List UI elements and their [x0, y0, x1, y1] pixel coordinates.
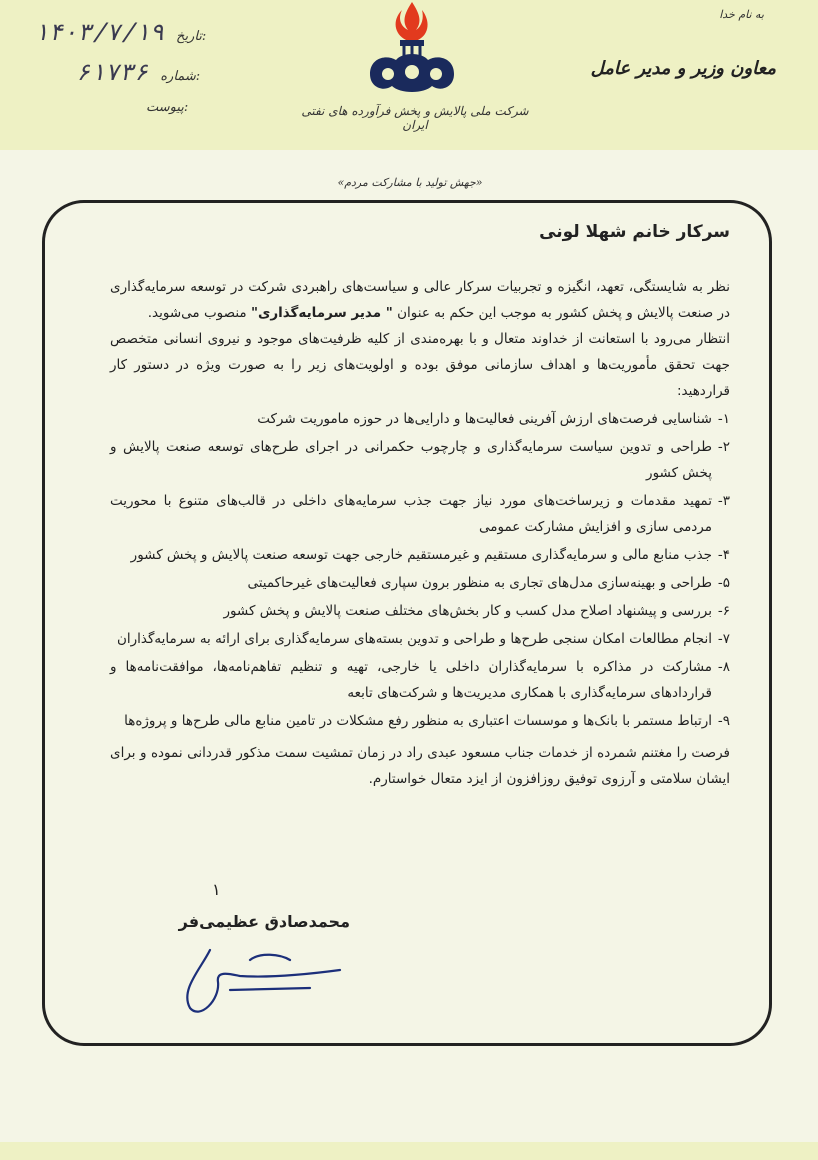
intro-part1: نظر به شایستگی، تعهد، انگیزه و تجربیات سرکار عالی و سیاست‌های راهبردی شرکت در توسعه سرمایه‌گذاری در صنعت پالایش و پخش کشور به موجب این حکم به عنوان [110, 279, 730, 321]
list-item: ۱- شناسایی فرصت‌های ارزش آفرینی فعالیت‌ها و دارایی‌ها در حوزه ماموریت شرکت [257, 411, 730, 427]
date-label: تاریخ: [176, 29, 207, 44]
list-item: ۸- مشارکت در مذاکره با سرمایه‌گذاران داخلی یا خارجی، تهیه و تنظیم تفاهم‌نامه‌ها، موافقت‌نامه‌ها و قراردادهای سرمایه‌گذاری با همکاری مدیریت‌ها و شرکت‌های تابعه [110, 659, 730, 701]
nioc-flame-logo-icon [352, 0, 472, 96]
slogan: «جهش تولید با مشارکت مردم» [337, 176, 483, 189]
number-value: ۶۱۷۳۶ [75, 58, 154, 86]
recipient: سرکار خانم شهلا لونی [539, 222, 730, 242]
date-row [33, 18, 207, 46]
position-title: معاون وزیر و مدیر عامل [590, 58, 776, 79]
footer-band [0, 1142, 818, 1160]
intro-part2: منصوب می‌شوید. [147, 305, 247, 321]
appointed-title: " مدیر سرمایه‌گذاری" [250, 305, 393, 321]
closing-paragraph: فرصت را مغتنم شمرده از خدمات جناب مسعود عبدی راد در زمان تمشیت سمت مذکور قدردانی نموده و برای ایشان سلامتی و آرزوی توفیق روزافزون از ایزد متعال خواستارم. [110, 745, 730, 787]
list-item: ۴- جذب منابع مالی و سرمایه‌گذاری مستقیم و غیرمستقیم خارجی جهت توسعه صنعت پالایش و پخش کشور [130, 547, 730, 563]
list-item: ۳- تمهید مقدمات و زیرساخت‌های مورد نیاز جهت جذب سرمایه‌های داخلی در قالب‌های متنوع با محوریت مردمی سازی و افزایش مشارکت عمومی [110, 493, 730, 535]
attachment-row [146, 100, 188, 115]
list-item: ۹- ارتباط مستمر با بانک‌ها و موسسات اعتباری به منظور رفع مشکلات در تامین منابع مالی طرح‌ها و پروژه‌ها [124, 713, 730, 729]
list-item: ۶- بررسی و پیشنهاد اصلاح مدل کسب و کار بخش‌های مختلف صنعت پالایش و پخش کشور [223, 603, 730, 619]
date-value: ۱۴۰۳/۷/۱۹ [33, 18, 170, 46]
priorities-list [110, 406, 730, 734]
company-name: شرکت ملی پالایش و پخش فرآورده های نفتی ایران [301, 104, 529, 132]
handwritten-mark: ۱ [212, 880, 221, 899]
letterhead [0, 0, 818, 150]
letter-body [110, 222, 730, 806]
basmala: به نام خدا [719, 8, 764, 21]
number-row [75, 58, 201, 86]
number-label: شماره: [160, 69, 201, 84]
signature-icon [170, 930, 360, 1020]
list-item: ۷- انجام مطالعات امکان سنجی طرح‌ها و طراحی و تدوین بسته‌های سرمایه‌گذاری برای ارائه به سرمایه‌گذاران [116, 631, 730, 647]
intro-paragraph [110, 274, 730, 326]
list-item: ۲- طراحی و تدوین سیاست سرمایه‌گذاری و چارچوب حکمرانی در اجرای طرح‌های توسعه صنعت پالایش و پخش کشور [110, 439, 730, 481]
list-item: ۵- طراحی و بهینه‌سازی مدل‌های تجاری به منظور برون سپاری فعالیت‌های غیرحاکمیتی [247, 575, 730, 591]
signer-name: محمدصادق عظیمی‌فر [178, 912, 350, 931]
attachment-label: پیوست: [146, 100, 189, 115]
expectation-paragraph: انتظار می‌رود با استعانت از خداوند متعال و با بهره‌مندی از کلیه ظرفیت‌های موجود و نیروی انسانی متخصص جهت تحقق مأموریت‌ها و اهداف سازمانی موفق بوده و اولویت‌های زیر را به صورت ویژه در دستور کار قراردهید: [110, 331, 730, 399]
